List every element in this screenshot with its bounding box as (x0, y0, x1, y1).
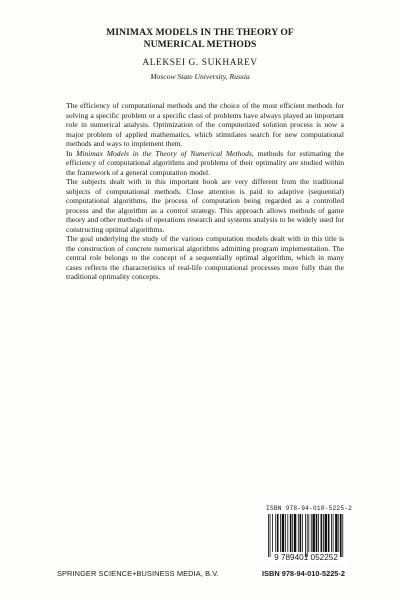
isbn-number: ISBN 978-94-010-5225-2 (262, 569, 345, 578)
barcode-bar (312, 514, 314, 552)
barcode-bar (292, 514, 293, 552)
barcode-bar (270, 514, 271, 557)
barcode-bar (298, 514, 299, 552)
paragraph-2-prefix: In (66, 148, 77, 158)
barcode-block (266, 505, 353, 565)
barcode-bar (302, 514, 303, 552)
barcode-bar (272, 514, 273, 552)
barcode-bar (316, 514, 318, 552)
author-affiliation: Moscow State University, Russia (150, 72, 250, 81)
barcode-bar (311, 514, 312, 552)
barcode-bar (318, 514, 319, 552)
barcode-number: 9 789401 052252 (274, 553, 338, 562)
barcode-bar (275, 514, 276, 552)
barcode-bar (340, 514, 342, 557)
barcode-bar (294, 514, 296, 552)
barcode-bar (328, 514, 330, 552)
barcode-bar (331, 514, 332, 552)
barcode-bar (321, 514, 323, 552)
barcode-bar (305, 514, 306, 557)
barcode-bar (300, 514, 302, 552)
barcode-bar (338, 514, 339, 552)
barcode-bar (307, 514, 308, 557)
barcode-bar (277, 514, 279, 552)
title-line-1: MINIMAX MODELS IN THE THEORY OF (106, 27, 294, 38)
description-paragraph-4: The goal underlying the study of the various computation models dealt with in this title is the construction of concrete numerical algorithms admitting program implementation. The central role belongs to the concept of a sequentially optimal algorithm, which in many cases reflects the characteristics of real-life computational processes more fully than the traditional optimality concepts. (66, 234, 344, 281)
barcode-bar (280, 514, 281, 552)
barcode-bar (282, 514, 284, 552)
barcode-bar (333, 514, 334, 552)
author-name: ALEKSEI G. SUKHAREV (142, 58, 258, 68)
barcode-bar (285, 514, 286, 552)
barcode-bar (325, 514, 327, 552)
description-paragraph-3: The subjects dealt with in this important book are very different from the traditional subjects of computational methods. Close attention is paid to adaptive (sequential) computational algorithms, the process of computation being regarded as a controlled process and the algorithm as a control strategy. This approach allows methods of game theory and other methods of operations research and systems analysis to be widely used for constructing optimal algorithms. (66, 177, 344, 234)
barcode-bar (335, 514, 337, 552)
barcode-image (268, 514, 344, 557)
book-description (66, 101, 344, 282)
book-title (0, 27, 400, 51)
description-paragraph-2 (66, 149, 344, 178)
paragraph-2-rest: , methods for estimating the efficiency of computational algorithms and problems of their optimality are studied within the framework of a general computation model. (66, 148, 344, 177)
title-line-2: NUMERICAL METHODS (143, 39, 257, 50)
barcode-bar (308, 514, 309, 552)
publisher-name: SPRINGER SCIENCE+BUSINESS MEDIA, B.V. (57, 569, 219, 578)
barcode-isbn-label: ISBN 978-94-010-5225-2 (266, 505, 353, 512)
barcode-bar (268, 514, 269, 557)
barcode-bar (290, 514, 292, 552)
book-title-italic: Minimax Models in the Theory of Numerical Methods (76, 148, 252, 158)
barcode-bar (342, 514, 343, 557)
barcode-bar (287, 514, 288, 552)
description-paragraph-1: The efficiency of computational methods and the choice of the most efficient methods for solving a specific problem or a specific class of problems have always played an important role in numerical analysis. Optimization of the computerized solution process is now a major problem of applied mathematics, which stimulates search for new computational methods and ways to implement them. (66, 101, 344, 148)
barcode-bar (323, 514, 324, 552)
